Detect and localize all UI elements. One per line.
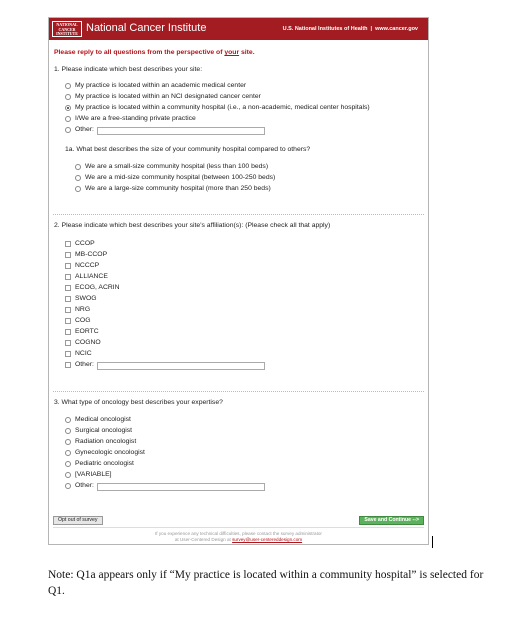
q2-option-alliance[interactable] [65, 273, 108, 280]
cancer-gov-link[interactable]: www.cancer.gov [375, 26, 418, 32]
q2-option-cog[interactable] [65, 317, 90, 324]
text-cursor [432, 536, 433, 548]
option-label: We are a large-size community hospital (more than 250 beds) [85, 185, 271, 192]
q3-option-pediatric[interactable] [65, 460, 134, 467]
q3-option-other[interactable] [65, 482, 94, 489]
q1a-option-small[interactable] [75, 163, 268, 170]
q3-option-variable[interactable] [65, 471, 112, 478]
nih-link[interactable]: U.S. National Institutes of Health [282, 26, 368, 32]
q2-option-ncic[interactable] [65, 350, 92, 357]
option-label: CCOP [75, 240, 95, 247]
radio-button[interactable] [65, 472, 71, 478]
section-divider [53, 391, 424, 392]
option-label: Other: [75, 126, 94, 133]
checkbox[interactable] [65, 362, 71, 368]
q2-title: 2. Please indicate which best describes your site's affiliation(s): (Please check all that apply) [54, 222, 331, 229]
checkbox[interactable] [65, 329, 71, 335]
q1-option-nci-center[interactable] [65, 93, 261, 100]
footer-divider [53, 527, 424, 528]
opt-out-button[interactable]: Opt out of survey [53, 516, 103, 525]
support-email-link[interactable]: survey@user-centereddesign.com [232, 537, 303, 542]
option-label: We are a small-size community hospital (less than 100 beds) [85, 163, 269, 170]
q1-other-input[interactable] [97, 127, 265, 135]
checkbox[interactable] [65, 318, 71, 324]
option-label: ECOG, ACRIN [75, 284, 120, 291]
q1a-title: 1a. What best describes the size of your community hospital compared to others? [65, 146, 311, 153]
save-and-continue-button[interactable]: Save and Continue --> [359, 516, 424, 525]
q1-title: 1. Please indicate which best describes your site: [54, 66, 203, 73]
radio-button[interactable] [65, 83, 71, 89]
q1a-option-mid[interactable] [75, 174, 275, 181]
option-label: NCCCP [75, 262, 100, 269]
q2-option-nrg[interactable] [65, 306, 90, 313]
instruction-before: Please reply to all questions from the perspective of [54, 49, 225, 56]
footer-text [49, 531, 428, 543]
q2-option-eortc[interactable] [65, 328, 99, 335]
option-label: Other: [75, 361, 94, 368]
option-label: We are a mid-size community hospital (between 100-250 beds) [85, 174, 276, 181]
q1-option-academic[interactable] [65, 82, 246, 89]
instruction-after: site. [239, 49, 255, 56]
instruction-emphasis: your [224, 49, 240, 56]
option-label: Radiation oncologist [75, 438, 137, 445]
radio-button[interactable] [65, 417, 71, 423]
radio-button[interactable] [65, 428, 71, 434]
footer-text-part: at User-Centered Design at [174, 537, 233, 542]
q2-option-other[interactable] [65, 361, 94, 368]
option-label: ALLIANCE [75, 273, 108, 280]
q1-option-other[interactable] [65, 126, 94, 133]
option-label: [VARIABLE] [75, 471, 112, 478]
checkbox[interactable] [65, 340, 71, 346]
checkbox[interactable] [65, 307, 71, 313]
q2-option-ecog-acrin[interactable] [65, 284, 120, 291]
footer-line [49, 537, 428, 543]
q3-title: 3. What type of oncology best describes your expertise? [54, 399, 223, 406]
radio-button[interactable] [65, 450, 71, 456]
q3-option-surgical[interactable] [65, 427, 132, 434]
option-label: I/We are a free-standing private practice [75, 115, 196, 122]
header-links [283, 26, 418, 32]
option-label: My practice is located within an NCI designated cancer center [75, 93, 261, 100]
checkbox[interactable] [65, 241, 71, 247]
logo-line: NATIONAL [56, 22, 78, 27]
option-label: Medical oncologist [75, 416, 131, 423]
checkbox[interactable] [65, 252, 71, 258]
checkbox[interactable] [65, 274, 71, 280]
radio-button[interactable] [65, 127, 71, 133]
radio-button[interactable] [75, 175, 81, 181]
q2-option-ccop[interactable] [65, 240, 95, 247]
q3-other-input[interactable] [97, 483, 265, 491]
section-divider [53, 214, 424, 215]
radio-button-selected[interactable] [65, 105, 71, 111]
option-label: COG [75, 317, 91, 324]
instruction-text [54, 49, 255, 56]
radio-button[interactable] [65, 439, 71, 445]
q3-option-gynecologic[interactable] [65, 449, 145, 456]
q2-other-input[interactable] [97, 362, 265, 370]
header-separator: | [370, 26, 373, 32]
checkbox[interactable] [65, 296, 71, 302]
nci-logo[interactable] [52, 21, 82, 37]
q2-option-swog[interactable] [65, 295, 97, 302]
checkbox[interactable] [65, 285, 71, 291]
logo-line: INSTITUTE [56, 31, 78, 37]
option-label: Pediatric oncologist [75, 460, 134, 467]
survey-frame [48, 17, 429, 545]
option-label: Other: [75, 482, 94, 489]
checkbox[interactable] [65, 263, 71, 269]
radio-button[interactable] [75, 164, 81, 170]
logo-line: CANCER [58, 26, 76, 32]
radio-button[interactable] [65, 94, 71, 100]
q2-option-ncccp[interactable] [65, 262, 99, 269]
q2-option-mb-ccop[interactable] [65, 251, 107, 258]
site-header [49, 18, 428, 40]
q1-option-community-hospital[interactable] [65, 104, 370, 111]
option-label: Gynecologic oncologist [75, 449, 145, 456]
option-label: NCIC [75, 350, 92, 357]
option-label: My practice is located within a community hospital (i.e., a non-academic, medical center hospitals) [75, 104, 370, 111]
radio-button[interactable] [65, 461, 71, 467]
checkbox[interactable] [65, 351, 71, 357]
option-label: NRG [75, 306, 91, 313]
q2-option-cogno[interactable] [65, 339, 101, 346]
radio-button[interactable] [65, 483, 71, 489]
q1-option-private-practice[interactable] [65, 115, 196, 122]
option-label: SWOG [75, 295, 97, 302]
radio-button[interactable] [75, 186, 81, 192]
q1a-option-large[interactable] [75, 185, 271, 192]
site-title: National Cancer Institute [86, 22, 207, 34]
footer-line: If you experience any technical difficulties, please contact the survey administrator [155, 531, 322, 536]
design-note: Note: Q1a appears only if “My practice is located within a community hospital” is selected for Q1. [48, 569, 484, 597]
option-label: MB-CCOP [75, 251, 108, 258]
option-label: COGNO [75, 339, 101, 346]
option-label: EORTC [75, 328, 99, 335]
radio-button[interactable] [65, 116, 71, 122]
q3-option-medical[interactable] [65, 416, 131, 423]
option-label: My practice is located within an academic medical center [75, 82, 247, 89]
q3-option-radiation[interactable] [65, 438, 136, 445]
option-label: Surgical oncologist [75, 427, 133, 434]
